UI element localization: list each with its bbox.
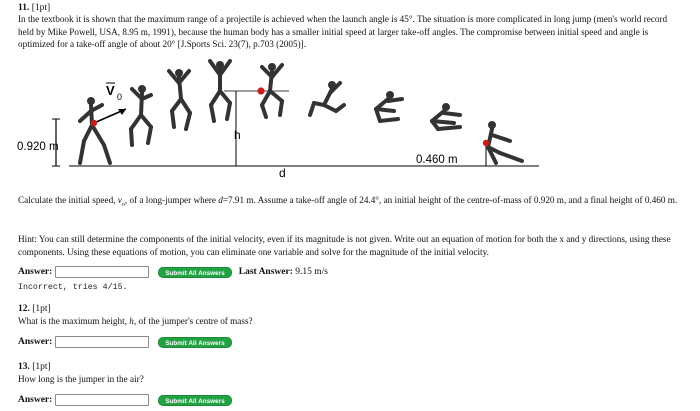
- q11-last-answer-label: Last Answer:: [238, 267, 293, 277]
- q11-answer-row: [18, 265, 328, 279]
- q12-answer-row: [18, 335, 232, 349]
- h-symbol: h: [129, 316, 134, 326]
- q11-question-mid: , of a long-jumper where: [124, 195, 219, 205]
- q11-question-pre: Calculate the initial speed,: [18, 195, 118, 205]
- long-jump-figure: [14, 53, 654, 185]
- q11-hint: Hint: You can still determine the components of the initial velocity, even if its magnitude is not given. Write out an equation of motion for both the x and y directions, using these components. Using these equations of motion, you can eliminate one variable and solve for the magnitude of the initial velocity.: [18, 234, 671, 257]
- q13-number: 13.: [18, 362, 30, 372]
- q11-status: Incorrect, tries 4/15.: [18, 283, 128, 292]
- v-symbol: v: [117, 195, 122, 205]
- right-height-label: 0.460 m: [416, 154, 458, 166]
- q13-header: [18, 362, 51, 372]
- q12-number: 12.: [18, 304, 30, 314]
- cm-dot-apex: [257, 87, 264, 94]
- q11-last-answer: [239, 267, 328, 277]
- q12-answer-label: Answer:: [18, 337, 53, 347]
- q13-answer-row: [18, 393, 232, 407]
- cm-dot-takeoff: [91, 120, 97, 126]
- q11-question: [18, 194, 683, 211]
- q12-points: [1pt]: [32, 304, 51, 314]
- v0-sub: 0: [117, 92, 123, 102]
- q11-header: [18, 3, 50, 13]
- jumper-figures: [80, 61, 522, 163]
- long-jump-diagram: [14, 53, 654, 185]
- v-subscript: o: [121, 201, 125, 208]
- q12-question-pre: What is the maximum height,: [18, 316, 130, 326]
- q12-header: [18, 304, 51, 314]
- v0-label: V: [106, 83, 115, 98]
- q12-question-post: , of the jumper's centre of mass?: [133, 316, 253, 326]
- q12-answer-input[interactable]: [55, 336, 149, 348]
- q11-submit-button[interactable]: Submit All Answers: [158, 267, 231, 278]
- q12-question: [18, 315, 683, 328]
- q13-question: How long is the jumper in the air?: [18, 374, 144, 384]
- q12-submit-button[interactable]: Submit All Answers: [158, 337, 231, 348]
- q13-submit-button[interactable]: Submit All Answers: [158, 395, 231, 406]
- q11-intro: In the textbook it is shown that the maximum range of a projectile is achieved when the launch angle is 45°. The situation is more complicated in long jump (men's world record held by Mike Powell, USA, 8.95 m, 1991), because the human body has a smaller initial speed at larger take-off angles. The compromise between initial speed and angle is optimized for a take-off angle of about 20° [J.Sports Sci. 23(7), p.703 (2005)].: [18, 14, 668, 49]
- d-label: d: [279, 166, 286, 180]
- q13-answer-input[interactable]: [55, 394, 149, 406]
- q11-answer-input[interactable]: [55, 266, 149, 278]
- left-height-label: 0.920 m: [17, 141, 59, 153]
- q11-last-answer-value: 9.15 m/s: [295, 267, 328, 277]
- h-label: h: [234, 128, 241, 142]
- cm-dot-landing: [483, 140, 489, 146]
- q11-points: [1pt]: [31, 3, 51, 13]
- q13-points: [1pt]: [32, 362, 51, 372]
- q11-number: 11.: [18, 3, 30, 13]
- q13-answer-label: Answer:: [18, 395, 53, 405]
- d-symbol: d: [218, 195, 223, 205]
- q11-answer-label: Answer:: [18, 267, 53, 277]
- q11-question-post: =7.91 m. Assume a take-off angle of 24.4°, an initial height of the centre-of-mass of 0.920 m, and a final height of 0.460 m.: [222, 195, 678, 205]
